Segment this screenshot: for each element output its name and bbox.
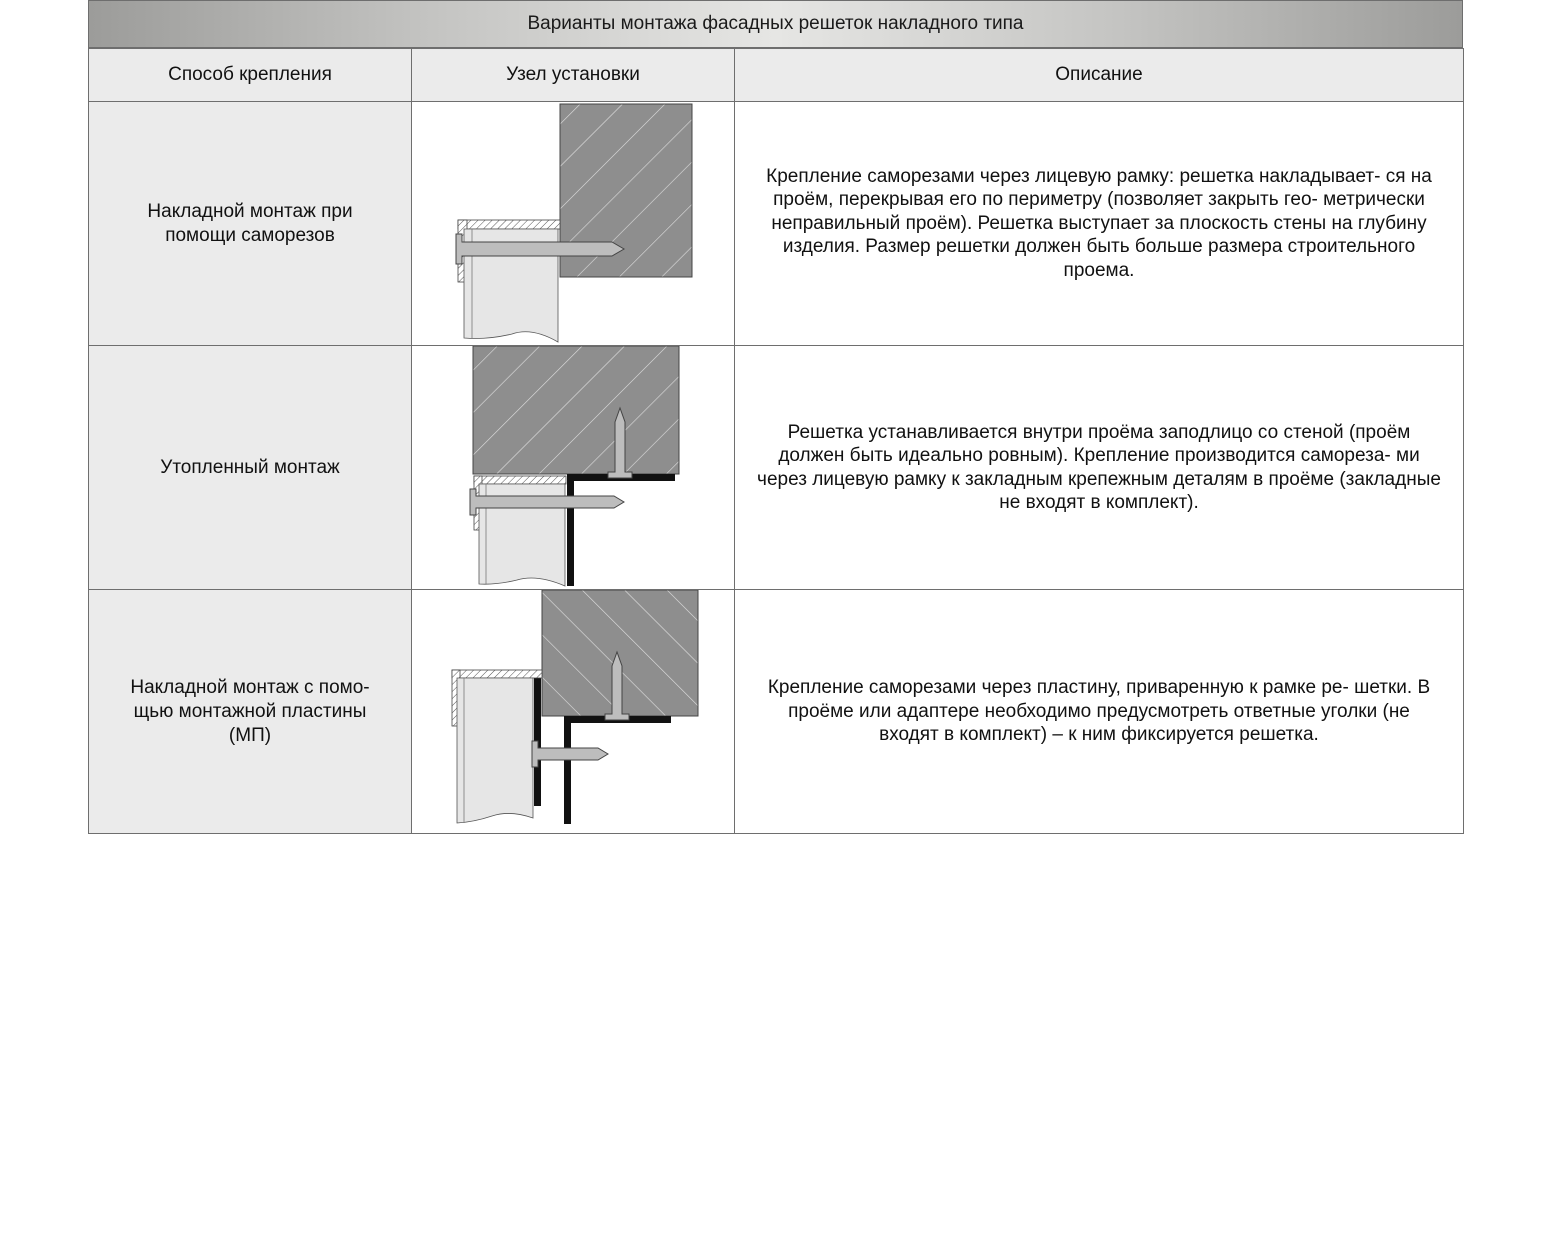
node-cell bbox=[412, 346, 735, 590]
description-cell: Крепление саморезами через пластину, приваренную к рамке ре- шетки. В проёме или адаптере необходимо предусмотреть ответные уголки (не входят в комплект) – к ним фиксируется решетка. bbox=[735, 590, 1464, 834]
mounting-plate-diagram-icon bbox=[412, 590, 734, 833]
table-row bbox=[89, 102, 1464, 346]
method-cell: Накладной монтаж с помо- щью монтажной пластины (МП) bbox=[89, 590, 412, 834]
method-cell: Накладной монтаж при помощи саморезов bbox=[89, 102, 412, 346]
header-method: Способ крепления bbox=[89, 49, 412, 102]
table-title: Варианты монтажа фасадных решеток накладного типа bbox=[88, 0, 1463, 48]
node-cell bbox=[412, 590, 735, 834]
table-row bbox=[89, 346, 1464, 590]
description-cell: Крепление саморезами через лицевую рамку: решетка накладывает- ся на проём, перекрывая его по периметру (позволяет закрыть гео- метрически неправильный проём). Решетка выступает за плоскость стены на глубину изделия. Размер решетки должен быть больше размера строительного проема. bbox=[735, 102, 1464, 346]
overlay-screw-mount-diagram-icon bbox=[412, 102, 734, 345]
mounting-options-document bbox=[88, 0, 1463, 834]
description-cell: Решетка устанавливается внутри проёма заподлицо со стеной (проём должен быть идеально ровным). Крепление производится самореза- ми через лицевую рамку к закладным крепежным деталям в проёме (закладные не входят в комплект). bbox=[735, 346, 1464, 590]
header-node: Узел установки bbox=[412, 49, 735, 102]
mounting-options-table bbox=[88, 48, 1464, 834]
table-header-row bbox=[89, 49, 1464, 102]
method-cell: Утопленный монтаж bbox=[89, 346, 412, 590]
header-description: Описание bbox=[735, 49, 1464, 102]
table-row bbox=[89, 590, 1464, 834]
recessed-mount-diagram-icon bbox=[412, 346, 734, 589]
node-cell bbox=[412, 102, 735, 346]
